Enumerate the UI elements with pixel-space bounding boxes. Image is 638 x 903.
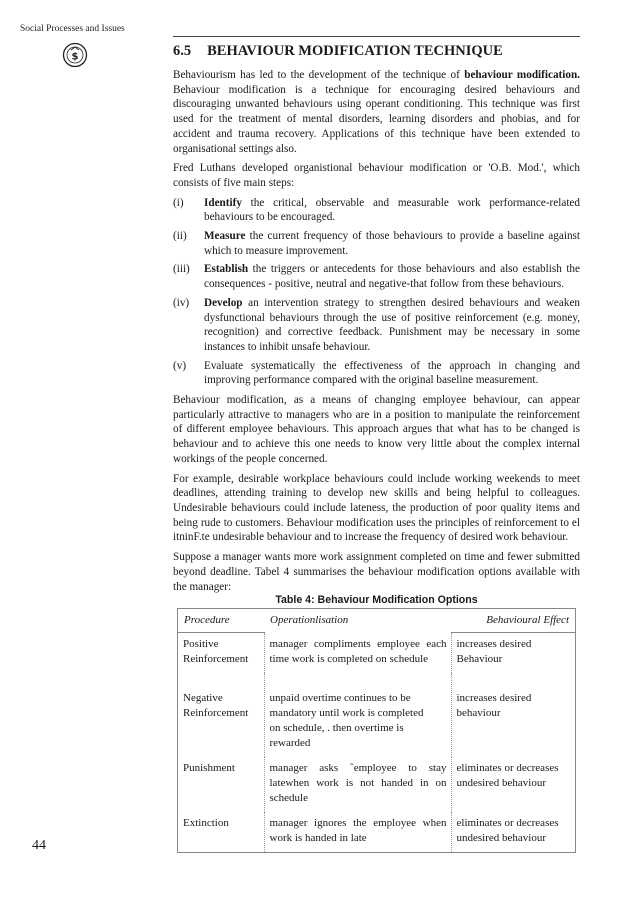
- cell-text: manager asks ˆemployee to stay latewhen work is not handed in on schedule: [269, 762, 447, 804]
- step-text: Develop an intervention strategy to strengthen desired behaviours and weaken dysfunctional behaviours through the use of positive reinforcement (e.g. money, recognition) and corrective feedback. Punishment may be necessary in some instances to inhibit unsafe behaviour.: [204, 296, 580, 353]
- cell-text: Behaviour: [456, 653, 503, 665]
- step-keyword: Establish: [204, 263, 249, 276]
- step-text: Establish the triggers or antecedents for those behaviours and also establish the consequences - positive, neutral and negative-that follow from these behaviours.: [204, 263, 580, 291]
- section-heading: [173, 36, 580, 64]
- step-number: (ii): [173, 230, 187, 243]
- step-item: [173, 229, 580, 258]
- cell-text: rewarded: [269, 737, 311, 749]
- paragraph-luthans: Fred Luthans developed organistional behaviour modification or 'O.B. Mod.', which consists of five main steps:: [173, 162, 580, 189]
- cell-text: Punishment: [183, 762, 235, 774]
- behaviour-modification-table: [177, 608, 576, 853]
- step-item: [173, 262, 580, 291]
- paragraph-attractive: Behaviour modification, as a means of changing employee behaviour, can appear particularly attractive to managers who are in a position to manipulate the reinforcement of different employee behaviours. This approach argues that what has to be changed is behaviour and to achieve this one needs to know very little about the complex internal workings of the people concerned.: [173, 394, 580, 465]
- cell-procedure: [178, 812, 265, 853]
- cell-text: on schedule, . then overtime is: [269, 722, 404, 734]
- step-item: [173, 296, 580, 355]
- column-header-procedure: Procedure: [178, 609, 265, 633]
- page-content: [173, 36, 580, 599]
- column-header-effect: Behavioural Effect: [451, 609, 576, 633]
- section-number: 6.5: [173, 43, 192, 59]
- cell-text: manager compliments employee each time work is completed on schedule: [269, 637, 447, 665]
- cell-operationalisation: [264, 633, 451, 674]
- cell-text: behaviour: [456, 707, 501, 719]
- step-number: (v): [173, 359, 187, 372]
- cell-text: Reinforcement: [183, 707, 249, 719]
- step-text: Identify the critical, observable and measurable work performance-related behaviours to be encouraged.: [204, 196, 580, 224]
- section-title: BEHAVIOUR MODIFICATION TECHNIQUE: [207, 43, 503, 59]
- step-number: (iv): [173, 296, 190, 309]
- cell-text: undesired behaviour: [456, 777, 546, 789]
- steps-list: [173, 196, 580, 388]
- table-row: [178, 757, 576, 812]
- cell-text: Positive: [183, 638, 219, 650]
- table-header-row: [178, 609, 576, 633]
- cell-text: manager ignores the employee when work is handed in late: [269, 817, 447, 844]
- paragraph-suppose: Suppose a manager wants more work assignment completed on time and fewer submitted beyond deadline. Tabel 4 summarises the behaviour modification options available with the manager:: [173, 551, 580, 593]
- table-row: [178, 812, 576, 853]
- step-number: (iii): [173, 263, 190, 276]
- cell-operationalisation: [264, 812, 451, 853]
- step-keyword: Measure: [204, 230, 246, 243]
- cell-text: undesired behaviour: [456, 832, 546, 844]
- table-row: [178, 633, 576, 674]
- table-row: [178, 673, 576, 757]
- cell-operationalisation: [264, 673, 451, 757]
- cell-effect: [451, 633, 576, 674]
- cell-procedure: [178, 673, 265, 757]
- step-number: (i): [173, 196, 184, 209]
- step-text: Measure the current frequency of those behaviours to provide a baseline against which to measure improvement.: [204, 230, 580, 257]
- cell-effect: [451, 673, 576, 757]
- cell-text: Extinction: [183, 817, 229, 829]
- cell-effect: [451, 757, 576, 812]
- cell-text: Negative: [183, 692, 223, 704]
- cell-procedure: [178, 633, 265, 674]
- cell-text: increases desired: [456, 692, 532, 704]
- cell-text: eliminates or decreases: [456, 817, 559, 829]
- step-item: [173, 359, 580, 388]
- paragraph-example: For example, desirable workplace behaviours could include working weekends to meet deadlines, attending training to develop new skills and being helpful to colleagues. Undesirable behaviours could include lateness, the production of poor quality items and being rude to customers. Behaviour modification uses the principles of reinforcement to el itninF.te undesirable behaviour and to increase the frequency of desired work behaviour.: [173, 472, 580, 544]
- table-block: [177, 592, 576, 853]
- step-keyword: Develop: [204, 296, 243, 309]
- cell-operationalisation: [264, 757, 451, 812]
- cell-text: unpaid overtime continues to be: [269, 692, 411, 704]
- step-text: Evaluate systematically the effectiveness of the approach in changing and improving performance compared with the original baseline measurement.: [204, 359, 580, 387]
- paragraph-intro: Behaviourism has led to the development of the technique of behaviour modification. Behaviour modification is a technique for encouraging desired behaviours and discouraging unwanted behaviours using operant conditioning. This technique was first used for the treatment of mental disorders, learning disorders and phobias, and for accident and trauma recovery. Applications of this technique have been extended to organisational settings also.: [173, 69, 580, 155]
- step-item: [173, 196, 580, 225]
- svg-text:$: $: [71, 51, 79, 63]
- running-head: Social Processes and Issues: [20, 24, 125, 34]
- column-header-operationalisation: Operationlisation: [270, 614, 349, 627]
- table-title: Table 4: Behaviour Modification Options: [275, 594, 478, 606]
- cell-effect: [451, 812, 576, 853]
- term-behaviour-modification: behaviour modification.: [464, 69, 580, 81]
- page-number: 44: [32, 838, 46, 853]
- cell-text: mandatory until work is completed: [269, 707, 424, 719]
- university-logo-icon: [62, 42, 88, 68]
- step-keyword: Identify: [204, 196, 242, 209]
- cell-text: Reinforcement: [183, 653, 249, 665]
- cell-text: increases desired: [456, 638, 532, 650]
- cell-text: eliminates or decreases: [456, 762, 559, 774]
- cell-procedure: [178, 757, 265, 812]
